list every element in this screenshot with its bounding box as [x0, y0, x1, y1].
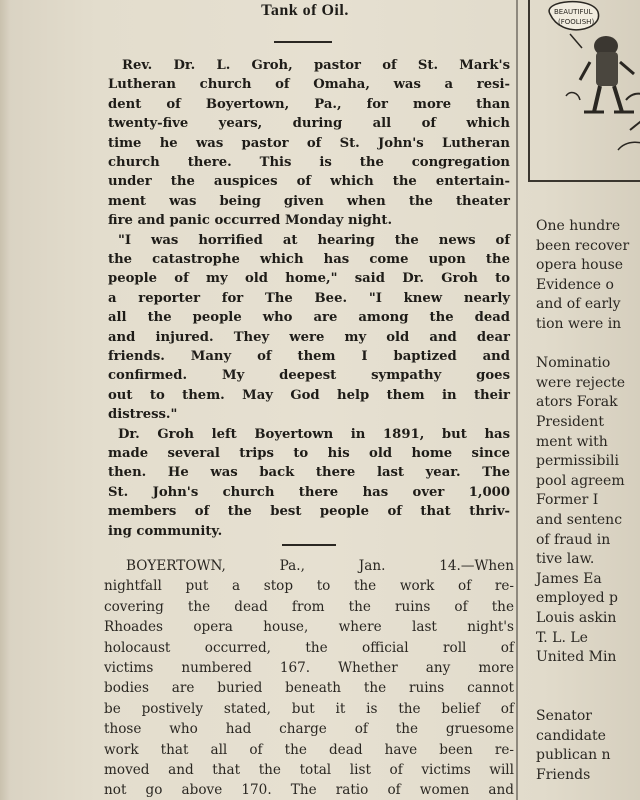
paragraph-line: those who had charge of the gruesome — [104, 721, 514, 738]
paragraph-line: people of my old home," said Dr. Groh to — [108, 271, 510, 287]
paragraph-line: victims numbered 167. Whether any more — [104, 660, 514, 676]
adjacent-column-line: tion were in — [536, 316, 622, 332]
cartoon-caption-2: (FOOLISH) — [558, 18, 595, 26]
paragraph-line: work that all of the dead have been re- — [104, 741, 514, 758]
paragraph-line: confirmed. My deepest sympathy goes — [108, 368, 510, 384]
paragraph-line: dent of Boyertown, Pa., for more than — [108, 96, 510, 112]
paragraph-line: made several trips to his old home since — [108, 446, 510, 461]
adjacent-column-line: Louis askin — [536, 610, 617, 626]
cartoon-drawing — [530, 0, 640, 180]
paragraph-line: Rev. Dr. L. Groh, pastor of St. Mark's — [122, 58, 510, 73]
paragraph-line: nightfall put a stop to the work of re- — [104, 578, 514, 595]
paragraph-line: not go above 170. The ratio of women and — [104, 782, 514, 799]
paragraph-line: BOYERTOWN, Pa., Jan. 14.—When — [126, 558, 514, 574]
paragraph-line: out to them. May God help them in their — [108, 387, 510, 403]
paragraph-line: under the auspices of which the entertain- — [108, 174, 510, 190]
paragraph-line: holocaust occurred, the official roll of — [104, 639, 514, 656]
paragraph-line: Rhoades opera house, where last night's — [104, 619, 514, 636]
paragraph-line: twenty-five years, during all of which — [108, 116, 510, 132]
cartoon-caption-1: BEAUTIFUL — [554, 8, 593, 16]
adjacent-column-line: opera house — [536, 257, 624, 274]
paragraph-line: distress." — [108, 407, 178, 423]
paragraph-line: members of the best people of that thriv- — [108, 504, 510, 520]
paragraph-line: then. He was back there last year. The — [108, 465, 510, 481]
paragraph-line: moved and that the total list of victims will — [104, 762, 514, 778]
paragraph-line: be postively stated, but it is the belief of — [104, 700, 514, 717]
paragraph-line: church there. This is the congregation — [108, 155, 510, 170]
adjacent-column-line: United Min — [536, 649, 617, 666]
adjacent-column-line: ators Forak — [536, 394, 618, 411]
paragraph-line: bodies are buried beneath the ruins cannot — [104, 680, 514, 697]
adjacent-column-line: Nominatio — [536, 355, 611, 372]
adjacent-column — [524, 0, 640, 800]
paragraph-line: Lutheran church of Omaha, was a resi- — [108, 77, 510, 93]
paragraph-line: fire and panic occurred Monday night. — [108, 213, 393, 229]
paragraph-line: friends. Many of them I baptized and — [108, 349, 510, 364]
article-column — [98, 0, 512, 800]
paragraph-line: all the people who are among the dead — [108, 310, 510, 326]
adjacent-column-line: Evidence o — [536, 276, 614, 293]
paragraph-line: ment was being given when the theater — [108, 193, 510, 209]
adjacent-column-line: President — [536, 414, 604, 430]
adjacent-column-line: James Ea — [536, 570, 602, 587]
adjacent-column-line: Former I — [536, 492, 599, 509]
adjacent-column-line: and sentenc — [536, 512, 623, 528]
adjacent-column-line: pool agreem — [536, 472, 625, 489]
paragraph-line: the catastrophe which has come upon the — [108, 252, 510, 267]
paragraph-line: ing community. — [108, 523, 223, 539]
adjacent-column-line: publican n — [536, 747, 611, 764]
adjacent-column-line: employed p — [536, 590, 618, 607]
adjacent-column-line: One hundre — [536, 218, 621, 234]
adjacent-column-line: candidate — [536, 727, 606, 744]
paragraph-line: "I was horrified at hearing the news of — [118, 232, 510, 248]
article-headline: Tank of Oil. — [261, 2, 349, 19]
column-rule — [516, 0, 518, 800]
adjacent-column-line: were rejecte — [536, 374, 626, 391]
paragraph-line: and injured. They were my old and dear — [108, 329, 510, 345]
paragraph-line: time he was pastor of St. John's Lutheran — [108, 135, 510, 151]
adjacent-column-line: T. L. Le — [536, 629, 588, 646]
adjacent-column-line: of fraud in — [536, 531, 611, 548]
adjacent-column-line: ment with — [536, 433, 608, 450]
cartoon-illustration — [528, 0, 640, 182]
adjacent-column-line: and of early — [536, 296, 621, 313]
adjacent-column-line: Senator — [536, 708, 592, 724]
adjacent-column-line: permissibili — [536, 453, 619, 470]
adjacent-column-line: Friends — [536, 766, 591, 783]
paragraph-line: a reporter for The Bee. "I knew nearly — [108, 290, 510, 306]
paragraph-line: St. John's church there has over 1,000 — [108, 484, 510, 500]
paragraph-line: Dr. Groh left Boyertown in 1891, but has — [118, 426, 510, 442]
adjacent-column-line: tive law. — [536, 551, 595, 568]
page-edge-shadow — [0, 0, 10, 800]
adjacent-column-line: been recover — [536, 237, 630, 254]
paragraph-line: covering the dead from the ruins of the — [104, 598, 514, 615]
section-divider — [282, 544, 336, 546]
headline-divider — [274, 41, 332, 43]
